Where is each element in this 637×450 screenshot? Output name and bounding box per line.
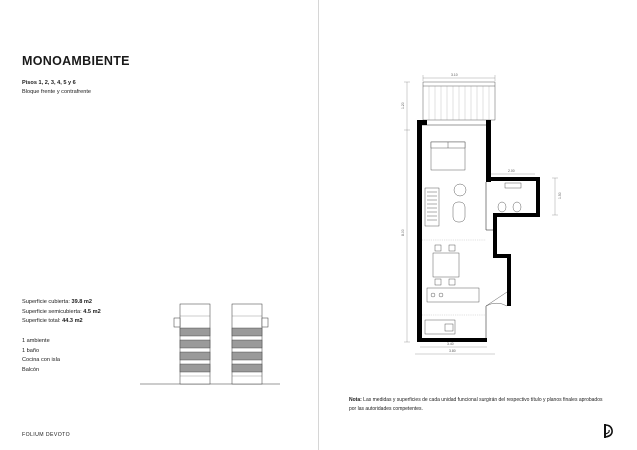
dim-total-length: 8.00	[401, 229, 405, 236]
feature-item: Cocina con isla	[22, 357, 60, 363]
dim-balcony-depth: 1.20	[401, 102, 405, 109]
block-text: Bloque frente y contrafrente	[22, 89, 92, 95]
dim-bath-width: 2.00	[508, 169, 515, 173]
feature-item: Balcón	[22, 366, 40, 373]
semicovered-area: Superficie semicubierta: 4.5 m2	[22, 308, 101, 315]
feature-item: 1 baño	[22, 347, 40, 354]
brand-logo	[604, 424, 614, 438]
covered-area: Superficie cubierta: 39.8 m2	[22, 299, 92, 305]
building-section-diagram	[140, 300, 280, 386]
feature-item: 1 ambiente	[22, 338, 50, 344]
unit-title: MONOAMBIENTE	[22, 54, 130, 68]
feature-list	[22, 337, 60, 375]
area-list	[22, 298, 101, 327]
dim-bottom-inner: 3.40	[447, 342, 454, 346]
legal-note: Nota: Las medidas y superficies de cada unidad funcional surgirán del respectivo título y planos finales aprobados por las autoridades competentes.	[349, 397, 603, 412]
page-spread-divider	[318, 0, 319, 450]
brand-name: FOLIUM DEVOTO	[22, 432, 71, 438]
dim-bath-depth: 1.50	[558, 192, 562, 199]
dim-bottom-outer: 3.80	[449, 349, 456, 353]
floors-text: Pisos 1, 2, 3, 4, 5 y 6	[22, 80, 76, 86]
dim-top-width: 3.10	[451, 73, 458, 77]
total-area: Superficie total: 44.3 m2	[22, 318, 83, 324]
floor-plan	[395, 70, 565, 360]
